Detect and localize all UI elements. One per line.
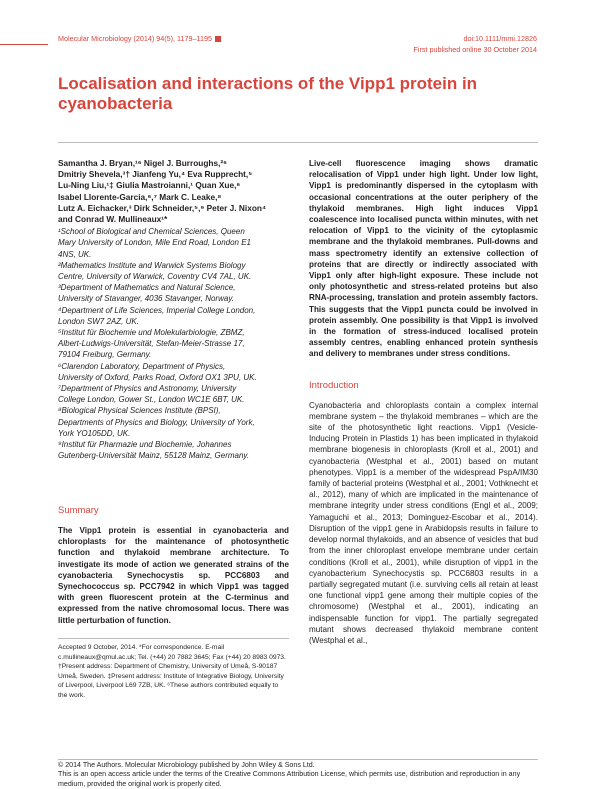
- publication-date: First published online 30 October 2014: [413, 44, 537, 54]
- copyright-line: © 2014 The Authors. Molecular Microbiology published by John Wiley & Sons Ltd.: [58, 761, 315, 769]
- article-title: Localisation and interactions of the Vipp1 protein in cyanobacteria: [58, 74, 478, 113]
- title-divider: [58, 142, 538, 143]
- journal-header: [58, 34, 221, 43]
- affiliation-line: ⁷Department of Physics and Astronomy, University: [58, 384, 237, 394]
- square-icon: [215, 36, 221, 42]
- affiliation-line: York YO105DD, UK.: [58, 428, 131, 438]
- affiliation-line: Mary University of London, Mile End Road, London E1: [58, 238, 251, 248]
- affiliation-line: College London, Gower St., London WC1E 6BT, UK.: [58, 395, 245, 405]
- affiliation-line: ¹School of Biological and Chemical Sciences, Queen: [58, 227, 245, 237]
- license-text: This is an open access article under the terms of the Creative Commons Attribution License, which permits use, distribution and reproduction in any medium, provided the original work is properly cited.: [58, 770, 521, 788]
- affiliation-line: London SW7 2AZ, UK.: [58, 316, 139, 326]
- affiliation-line: University of Stavanger, 4036 Stavanger, Norway.: [58, 294, 234, 304]
- affiliation-line: Albert-Ludwigs-Universität, Stefan-Meier-Strasse 17,: [58, 339, 245, 349]
- affiliation-line: 79104 Freiburg, Germany.: [58, 350, 152, 360]
- author-line: and Conrad W. Mullineaux¹*: [58, 214, 168, 225]
- author-line: Lu-Ning Liu,¹‡ Giulia Mastroianni,¹ Quan Xue,⁶: [58, 180, 241, 191]
- affiliation-line: ⁵Institut für Biochemie und Molekularbiologie, ZBMZ,: [58, 328, 245, 338]
- affiliation-line: ⁴Department of Life Sciences, Imperial College London,: [58, 305, 256, 315]
- doi-link[interactable]: doi:10.1111/mmi.12826: [463, 34, 537, 43]
- affiliation-line: ⁶Clarendon Laboratory, Department of Physics,: [58, 361, 226, 371]
- summary-text: The Vipp1 protein is essential in cyanobacteria and chloroplasts for the maintenance of photosynthetic function and thylakoid membrane architecture. To investigate its mode of action we generated strains of the cyanobacteria Synechocystis sp. PCC6803 and Synechococcus sp. PCC7942 in which Vipp1 was tagged with green fluorescent protein at the C-terminus and expressed from the native chromosomal locus. There was little perturbation of function.: [58, 526, 289, 625]
- summary-heading: Summary: [58, 505, 99, 516]
- author-line: Samantha J. Bryan,¹⁶ Nigel J. Burroughs,²⁶: [58, 158, 228, 168]
- affiliation-line: Centre, University of Warwick, Coventry CV4 7AL, UK.: [58, 272, 252, 282]
- affiliation-line: ⁹Institut für Pharmazie und Biochemie, Johannes: [58, 440, 232, 450]
- author-line: Dmitriy Shevela,³† Jianfeng Yu,⁴ Eva Rupprecht,⁵: [58, 169, 253, 180]
- author-line: Isabel Llorente-Garcia,⁶,⁷ Mark C. Leake,⁸: [58, 191, 222, 202]
- left-column: [58, 158, 289, 461]
- affiliation-line: University of Oxford, Parks Road, Oxford OX1 3PU, UK.: [58, 372, 257, 382]
- affiliation-line: ⁸Biological Physical Sciences Institute (BPSI),: [58, 406, 221, 416]
- right-column: [309, 158, 538, 646]
- footer-divider: [58, 759, 538, 760]
- author-line: Lutz A. Eichacker,³ Dirk Schneider,⁵,⁹ Peter J. Nixon⁴: [58, 202, 267, 213]
- author-list: [58, 158, 289, 225]
- article-meta: [414, 34, 537, 55]
- affiliation-line: ²Mathematics Institute and Warwick Systems Biology: [58, 260, 246, 270]
- affiliation-line: ³Department of Mathematics and Natural Science,: [58, 283, 236, 293]
- affiliation-line: 4NS, UK.: [58, 249, 92, 259]
- summary-section: [58, 505, 289, 626]
- introduction-text: Cyanobacteria and chloroplasts contain a complex internal membrane system – the thylakoid membranes – which are the site of the photosynthetic light reactions. Vipp1 (Vesicle-Inducing Protein in Plastids 1) has been implicated in thylakoid membrane biogenesis in chloroplasts (Kroll et al., 2001) and cyanobacteria (Westphal et al., 2001) based on mutant phenotypes. Vipp1 is a member of the widespread PspA/IM30 family of bacterial proteins (Westphal et al., 2001; Vothknecht et al., 2012), many of which are implicated in the maintenance of membrane integrity under stress conditions (Engl et al., 2009; Yamaguchi et al., 2013; Dominguez-Escobar et al., 2014). Disruption of the vipp1 gene in Arabidopsis results in failure to develop normal thylakoids, and an absence of vesicles that bud from the inner chloroplast envelope membrane under certain conditions (Kroll et al., 2001), while disruption of vipp1 in the cyanobacterium Synechocystis sp. PCC6803 results in a partially segregated mutant (i.e. surviving cells all retain at least one functional vipp1 gene among their multiple copies of the chromosome) (Westphal et al., 2001), indicating an indispensable function for vipp1. The partially segregated mutant shows decreased thylakoid membrane content (Westphal et al.,: [309, 400, 538, 645]
- journal-citation: Molecular Microbiology (2014) 94(5), 1179–1195: [58, 34, 212, 43]
- license-footer: [58, 761, 538, 789]
- affiliation-list: [58, 226, 289, 461]
- affiliation-line: Departments of Physics and Biology, University of York,: [58, 417, 255, 427]
- header-rule: [0, 44, 48, 45]
- correspondence-notes: Accepted 9 October, 2014. *For correspondence. E-mail c.mullineaux@qmul.ac.uk; Tel. (+44) 20 7882 3645; Fax (+44) 20 8983 0973. †Present address: Department of Chemistry, University of Umeå, S-90187 Umeå, Sweden. ‡Present address: Institute of Integrative Biology, University of Liverpool, Liverpool L69 7ZB, UK. ⁶These authors contributed equally to the work.: [58, 644, 286, 699]
- notes-divider: [58, 638, 289, 639]
- affiliation-line: Gutenberg-Universität Mainz, 55128 Mainz, Germany.: [58, 451, 250, 461]
- abstract-continued: Live-cell fluorescence imaging shows dramatic relocalisation of Vipp1 under high light. Under low light, Vipp1 is predominantly dispersed in the cytoplasm with occasional concentrations at the outer periphery of the thylakoid membranes. High light induces Vipp1 coalescence into localised puncta within minutes, with net relocation of Vipp1 to the vicinity of the cytoplasmic membrane and the thylakoid membranes. Pull-downs and mass spectrometry identify an extensive collection of proteins that are directly or indirectly associated with Vipp1 only after high-light exposure. These include not only photosynthetic and stress-related proteins but also RNA-processing, translation and protein assembly factors. This suggests that the Vipp1 puncta could be involved in protein assembly. One possibility is that Vipp1 is involved in the formation of stress-induced localised protein assembly centres, enabling enhanced protein synthesis and delivery to membranes under stress conditions.: [309, 159, 538, 359]
- introduction-heading: Introduction: [309, 379, 359, 391]
